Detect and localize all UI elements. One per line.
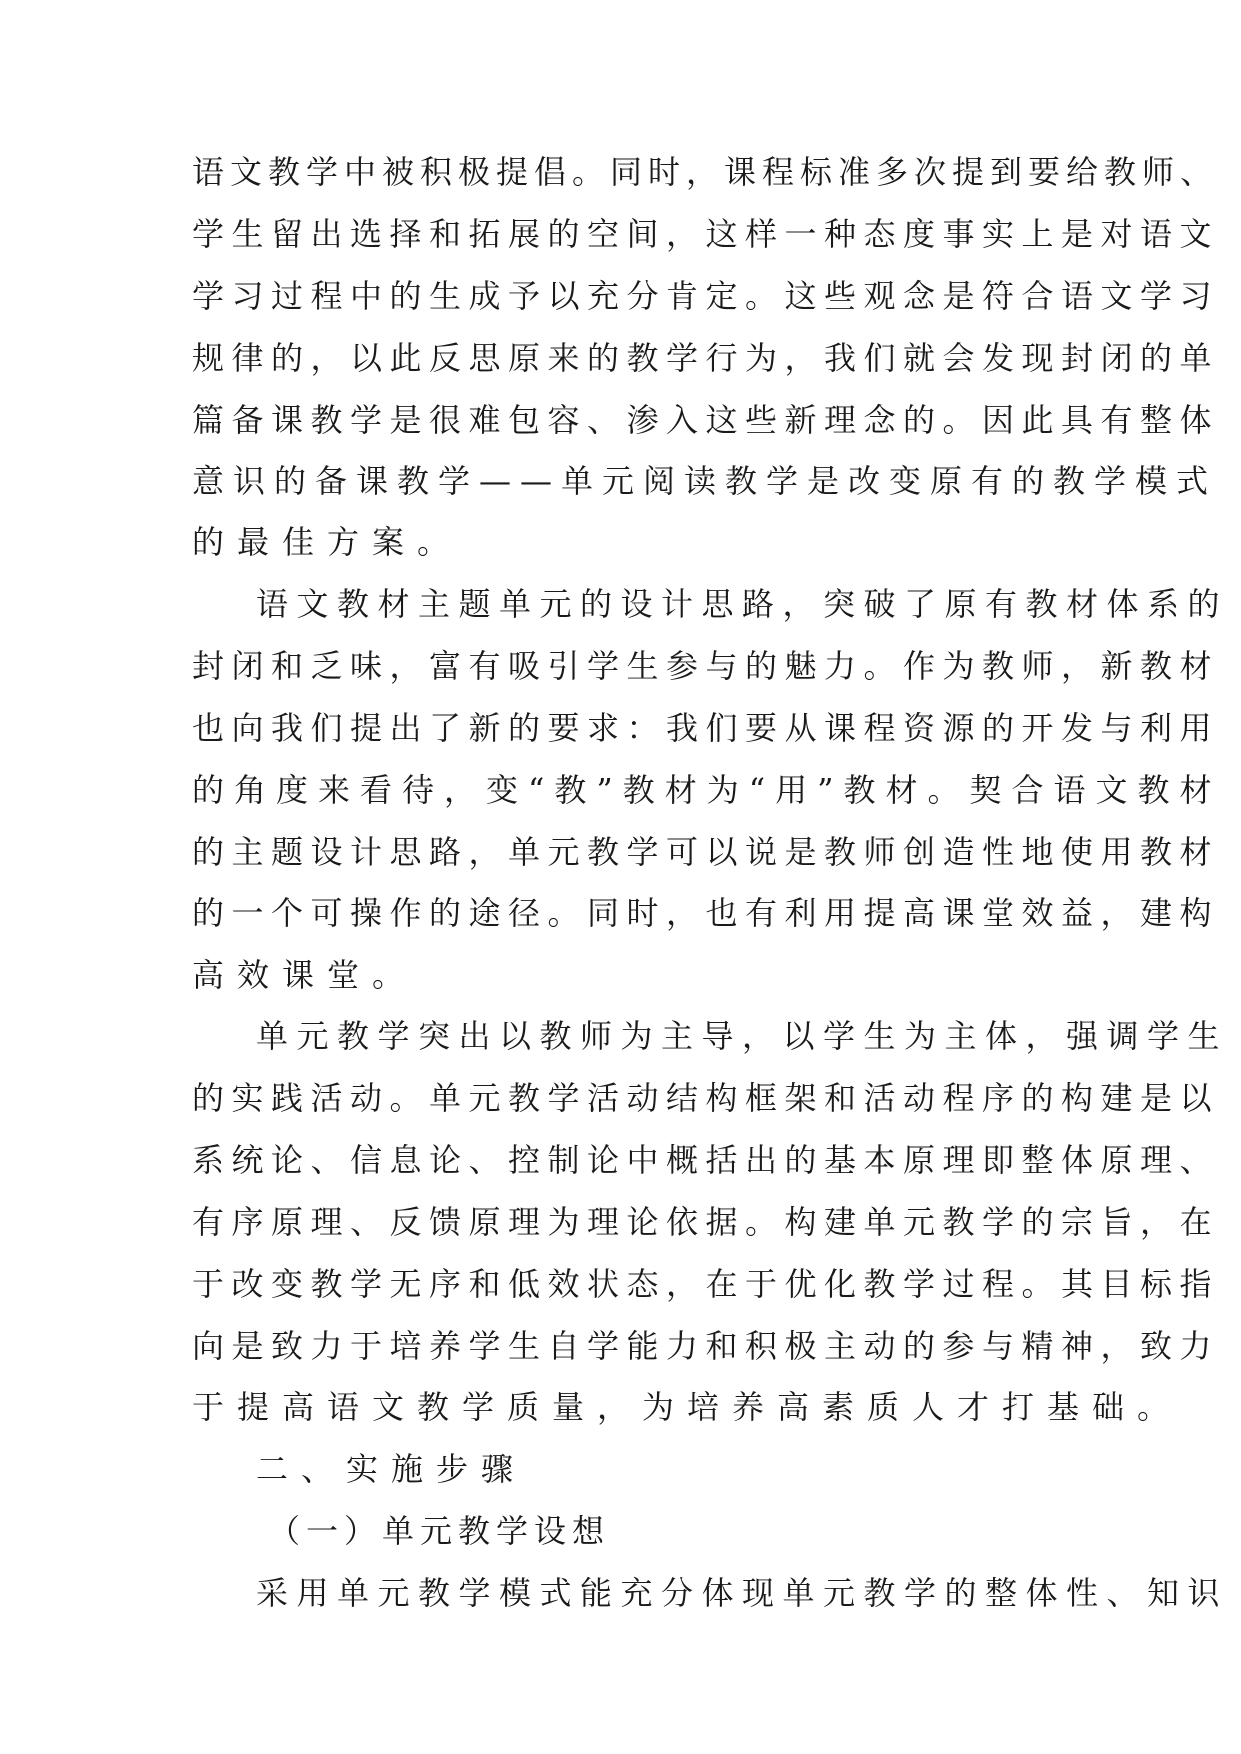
text-line: 学生留出选择和拓展的空间，这样一种态度事实上是对语文 (192, 215, 1220, 253)
text-line: 于改变教学无序和低效状态，在于优化教学过程。其目标指 (192, 1265, 1220, 1303)
text-line: 的主题设计思路，单元教学可以说是教师创造性地使用教材 (192, 833, 1220, 871)
text-line: 也向我们提出了新的要求：我们要从课程资源的开发与利用 (192, 709, 1220, 747)
text-line: 封闭和乏味，富有吸引学生参与的魅力。作为教师，新教材 (192, 647, 1220, 685)
paragraph-first-line: 语文教材主题单元的设计思路，突破了原有教材体系的 (256, 585, 1229, 623)
paragraph-first-line: 单元教学突出以教师为主导，以学生为主体，强调学生 (256, 1017, 1229, 1055)
paragraph-first-line: 采用单元教学模式能充分体现单元教学的整体性、知识 (256, 1574, 1229, 1612)
subsection-heading: （一）单元教学设想 (268, 1512, 611, 1550)
text-line: 篇备课教学是很难包容、渗入这些新理念的。因此具有整体 (192, 401, 1220, 439)
text-line: 有序原理、反馈原理为理论依据。构建单元教学的宗旨，在 (192, 1203, 1220, 1241)
text-line: 的一个可操作的途径。同时，也有利用提高课堂效益，建构 (192, 894, 1220, 932)
text-line: 语文教学中被积极提倡。同时，课程标准多次提到要给教师、 (192, 153, 1219, 191)
text-line: 高效课堂。 (192, 956, 418, 994)
text-line: 规律的，以此反思原来的教学行为，我们就会发现封闭的单 (192, 339, 1220, 377)
text-line: 系统论、信息论、控制论中概括出的基本原理即整体原理、 (192, 1141, 1220, 1179)
text-line: 于提高语文教学质量，为培养高素质人才打基础。 (192, 1388, 1183, 1426)
text-line: 的角度来看待，变“教”教材为“用”教材。契合语文教材 (192, 771, 1222, 809)
text-line: 学习过程中的生成予以充分肯定。这些观念是符合语文学习 (192, 277, 1220, 315)
text-line: 意识的备课教学——单元阅读教学是改变原有的教学模式 (192, 462, 1218, 500)
text-line: 的最佳方案。 (192, 523, 463, 561)
text-line: 向是致力于培养学生自学能力和积极主动的参与精神，致力 (192, 1327, 1220, 1365)
section-heading: 二、实施步骤 (256, 1450, 527, 1488)
text-line: 的实践活动。单元教学活动结构框架和活动程序的构建是以 (192, 1079, 1220, 1117)
